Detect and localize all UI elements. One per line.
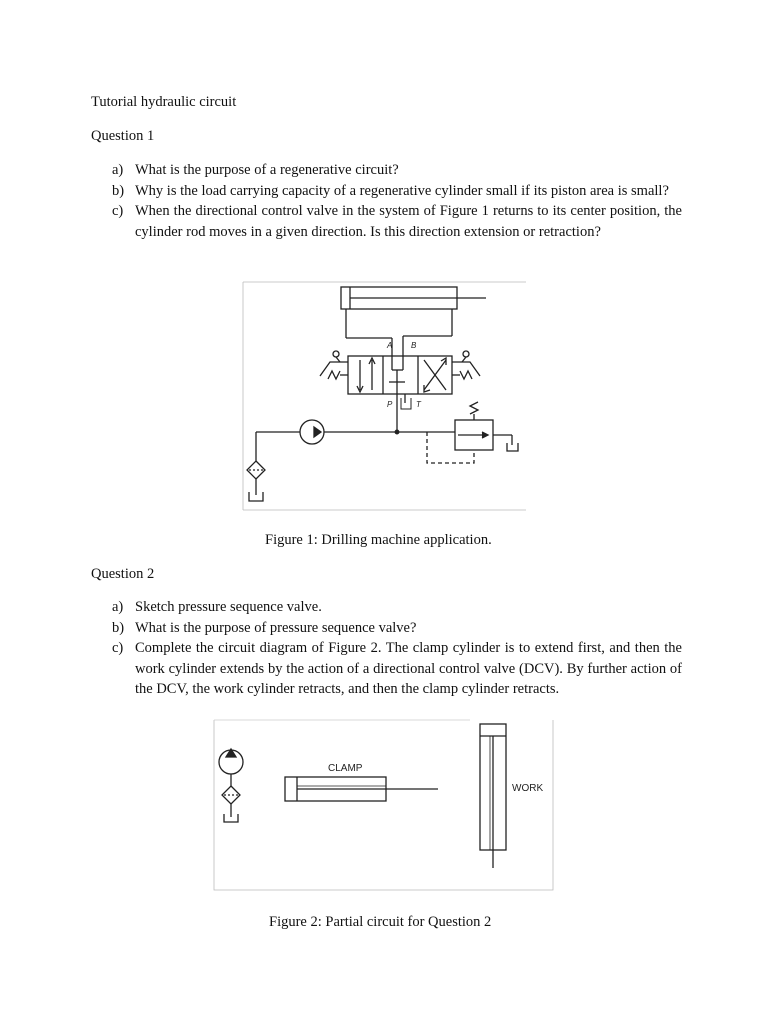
pump-symbol [300,420,324,444]
question-1b: b) Why is the load carrying capacity of a regenerative cylinder small if its piston area is small? [112,182,669,199]
port-a-label: A [387,341,393,350]
question-1c: c) When the directional control valve in the system of Figure 1 returns to its center position, the cylinder rod moves in a given direction. Is this direction extension or retraction? [112,203,682,240]
work-cylinder [480,724,506,868]
question-2c: c) Complete the circuit diagram of Figure 2. The clamp cylinder is to extend first, and then the work cylinder extends by the action of a directional control valve (DCV). By further action of the DCV, the work cylinder retracts, and then the clamp cylinder retracts. [112,640,682,697]
question-2b: b) What is the purpose of pressure sequence valve? [112,619,417,636]
directional-control-valve [320,351,480,394]
clamp-cylinder [285,777,438,801]
question-2a: a) Sketch pressure sequence valve. [112,599,322,615]
clamp-label: CLAMP [328,763,363,774]
filter-symbol [247,461,265,479]
port-p-label: P [387,400,393,409]
question-1-heading: Question 1 [91,128,155,144]
figure-2-circuit-diagram [210,716,560,896]
work-label: WORK [512,783,544,794]
figure-2-caption: Figure 2: Partial circuit for Question 2 [269,914,492,930]
question-1a: a) What is the purpose of a regenerative circuit? [112,162,399,178]
pump-symbol [219,749,243,774]
question-1-list [112,160,682,242]
question-2-list [112,597,682,700]
figure-1-caption: Figure 1: Drilling machine application. [265,532,492,548]
port-t-label: T [416,400,421,409]
figure-1-circuit-diagram [238,278,538,518]
filter-symbol [222,786,240,804]
relief-valve [455,402,518,451]
document-title: Tutorial hydraulic circuit [91,94,237,110]
question-2-heading: Question 2 [91,566,155,582]
port-b-label: B [411,341,417,350]
